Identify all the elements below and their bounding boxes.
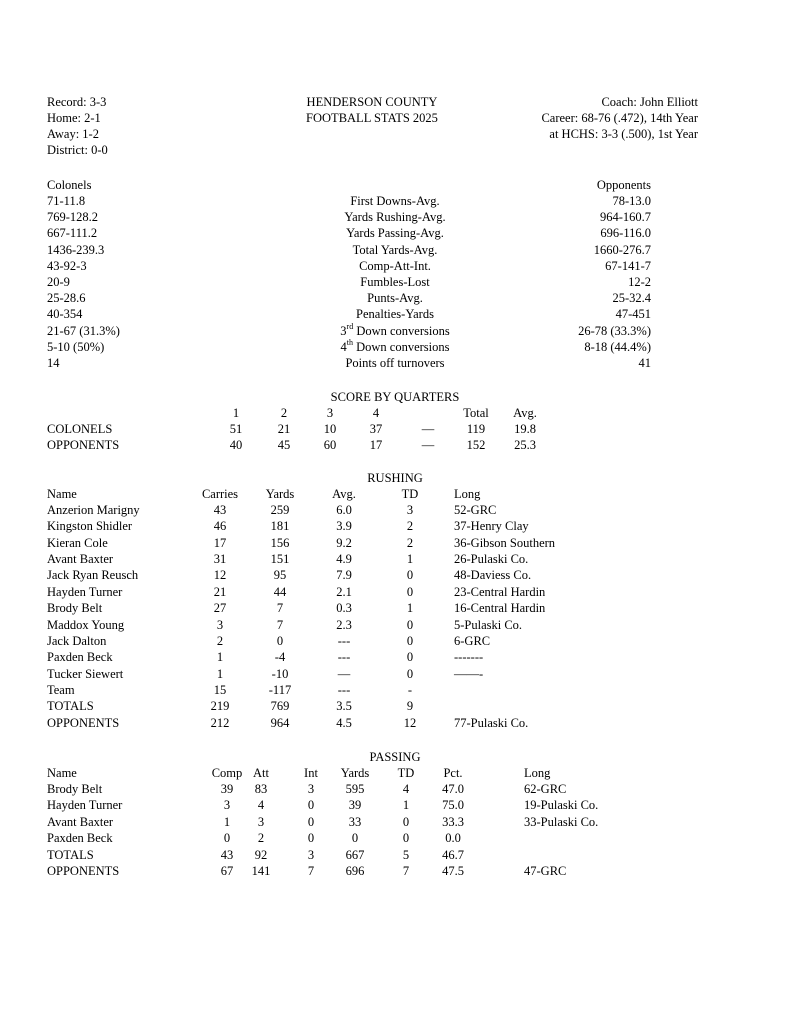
quarter-header: 3 bbox=[326, 406, 334, 420]
rush-name: Avant Baxter bbox=[47, 552, 114, 566]
pass-yards: 0 bbox=[351, 831, 359, 846]
colonels-value: 21-67 (31.3%) bbox=[47, 323, 120, 338]
pass-long: 33-Pulaski Co. bbox=[524, 814, 599, 829]
rush-carries: 27 bbox=[213, 601, 227, 616]
rush-name: Kieran Cole bbox=[47, 535, 108, 550]
pass-td: 4 bbox=[402, 782, 410, 796]
colonels-value: 20-9 bbox=[47, 275, 70, 289]
pass-yards: 667 bbox=[345, 847, 365, 862]
quarter-score: 17 bbox=[369, 438, 383, 453]
coach-hchs: at HCHS: 3-3 (.500), 1st Year bbox=[549, 127, 698, 141]
pass-name: Paxden Beck bbox=[47, 831, 113, 846]
rush-avg: 7.9 bbox=[336, 568, 352, 583]
opponents-value: 78-13.0 bbox=[612, 194, 651, 208]
rush-yards: 769 bbox=[270, 699, 290, 714]
pass-name: TOTALS bbox=[47, 847, 94, 862]
pass-pct: 46.7 bbox=[442, 847, 464, 862]
pass-att: 3 bbox=[257, 814, 265, 829]
rush-long: 26-Pulaski Co. bbox=[454, 552, 529, 566]
rush-name: Maddox Young bbox=[47, 617, 125, 632]
rush-yards: -10 bbox=[271, 666, 289, 681]
coach: Coach: John Elliott bbox=[601, 95, 698, 109]
opponents-value: 26-78 (33.3%) bbox=[578, 323, 651, 338]
stat-label: Points off turnovers bbox=[345, 356, 445, 370]
opponents-value: 8-18 (44.4%) bbox=[584, 339, 651, 354]
opponents-value: 25-32.4 bbox=[612, 291, 651, 306]
rush-avg: --- bbox=[337, 650, 351, 665]
stat-label: Total Yards-Avg. bbox=[352, 242, 438, 257]
pass-pct: 47.5 bbox=[442, 864, 464, 878]
stat-label-suffix: th bbox=[346, 337, 353, 347]
district-record: District: 0-0 bbox=[47, 143, 108, 157]
rush-yards: 259 bbox=[270, 503, 290, 517]
rush-avg: 3.9 bbox=[336, 519, 352, 534]
quarters-team: COLONELS bbox=[47, 422, 113, 436]
rush-long: 5-Pulaski Co. bbox=[454, 617, 523, 632]
pass-int: 3 bbox=[307, 847, 315, 862]
quarter-score: 10 bbox=[323, 422, 337, 436]
rush-name: Kingston Shidler bbox=[47, 519, 133, 534]
pass-att: 4 bbox=[257, 798, 265, 813]
pass-name: Avant Baxter bbox=[47, 814, 114, 829]
pass-int: 0 bbox=[307, 814, 315, 829]
colonels-value: 71-11.8 bbox=[47, 194, 86, 208]
rush-name: Hayden Turner bbox=[47, 584, 123, 599]
rushing-header: Name bbox=[47, 487, 77, 501]
passing-header: Att bbox=[253, 766, 269, 780]
pass-att: 2 bbox=[257, 831, 265, 846]
rush-carries: 2 bbox=[216, 633, 224, 648]
rush-name: Jack Dalton bbox=[47, 633, 107, 648]
quarter-score: 60 bbox=[323, 438, 337, 453]
rush-td: 9 bbox=[406, 699, 414, 714]
rush-avg: 3.5 bbox=[336, 699, 352, 714]
stat-label: First Downs-Avg. bbox=[350, 194, 440, 208]
pass-comp: 3 bbox=[223, 798, 231, 813]
colonels-value: 43-92-3 bbox=[47, 258, 87, 273]
rush-avg: 0.3 bbox=[336, 601, 352, 616]
colonels-value: 5-10 (50%) bbox=[47, 339, 105, 354]
stat-label-suffix: rd bbox=[346, 321, 354, 331]
pass-comp: 0 bbox=[223, 831, 231, 846]
quarter-header: 2 bbox=[280, 406, 288, 420]
rushing-header: Yards bbox=[265, 487, 295, 501]
rushing-header: TD bbox=[401, 487, 419, 501]
quarter-score: — bbox=[421, 438, 435, 453]
rushing-header: Carries bbox=[201, 487, 239, 501]
passing-header: Comp bbox=[211, 766, 243, 780]
rush-carries: 46 bbox=[213, 519, 227, 534]
stat-label: Penalties-Yards bbox=[356, 307, 434, 322]
quarter-score: 119 bbox=[466, 422, 486, 436]
quarter-score: — bbox=[421, 422, 435, 436]
quarter-score: 152 bbox=[466, 438, 486, 453]
rush-yards: -117 bbox=[268, 682, 292, 697]
quarter-score: 40 bbox=[229, 438, 243, 453]
pass-yards: 39 bbox=[348, 798, 362, 813]
quarter-score: 37 bbox=[369, 422, 383, 436]
rush-td: 0 bbox=[406, 650, 414, 665]
pass-pct: 33.3 bbox=[442, 814, 464, 829]
quarter-score: 51 bbox=[229, 422, 243, 436]
colonels-heading: Colonels bbox=[47, 178, 92, 192]
rush-carries: 15 bbox=[213, 682, 227, 697]
pass-pct: 47.0 bbox=[442, 782, 464, 796]
passing-title: PASSING bbox=[369, 750, 421, 764]
rush-name: Brody Belt bbox=[47, 601, 103, 616]
rush-td: 3 bbox=[406, 503, 414, 517]
passing-header: Name bbox=[47, 766, 77, 780]
rush-td: 1 bbox=[406, 552, 414, 566]
rush-long: 23-Central Hardin bbox=[454, 584, 546, 599]
rush-td: 12 bbox=[403, 715, 417, 730]
rush-avg: 2.3 bbox=[336, 617, 352, 632]
pass-pct: 0.0 bbox=[445, 831, 461, 846]
stat-label: Yards Passing-Avg. bbox=[346, 226, 444, 241]
stat-label: Comp-Att-Int. bbox=[359, 258, 431, 273]
colonels-value: 14 bbox=[47, 356, 60, 370]
rush-carries: 219 bbox=[210, 699, 230, 714]
pass-name: OPPONENTS bbox=[47, 864, 120, 878]
away-record: Away: 1-2 bbox=[47, 127, 99, 141]
colonels-value: 40-354 bbox=[47, 307, 83, 322]
pass-att: 92 bbox=[254, 847, 268, 862]
rush-carries: 212 bbox=[210, 715, 230, 730]
rush-td: 0 bbox=[406, 666, 414, 681]
rush-carries: 12 bbox=[213, 568, 227, 583]
rush-yards: 964 bbox=[270, 715, 290, 730]
quarter-header: Avg. bbox=[513, 406, 537, 420]
stat-label: Fumbles-Lost bbox=[360, 275, 430, 289]
rush-name: Tucker Siewert bbox=[47, 666, 124, 681]
stat-label-text: Down conversions bbox=[352, 339, 450, 354]
pass-comp: 43 bbox=[220, 847, 234, 862]
rushing-header: Long bbox=[454, 487, 481, 501]
rush-name: Team bbox=[47, 682, 75, 697]
pass-name: Brody Belt bbox=[47, 782, 103, 796]
rush-long: 77-Pulaski Co. bbox=[454, 715, 529, 730]
rush-long: 37-Henry Clay bbox=[454, 519, 529, 534]
rush-yards: 0 bbox=[276, 633, 284, 648]
rush-td: 1 bbox=[406, 601, 414, 616]
pass-yards: 33 bbox=[348, 814, 362, 829]
stat-label: Punts-Avg. bbox=[367, 291, 423, 306]
passing-header: TD bbox=[397, 766, 415, 780]
coach-career: Career: 68-76 (.472), 14th Year bbox=[541, 111, 698, 125]
home-record: Home: 2-1 bbox=[47, 111, 101, 125]
rush-name: OPPONENTS bbox=[47, 715, 120, 730]
quarter-score: 25.3 bbox=[514, 438, 536, 453]
rush-long: 16-Central Hardin bbox=[454, 601, 546, 616]
rush-carries: 3 bbox=[216, 617, 224, 632]
rush-name: Paxden Beck bbox=[47, 650, 113, 665]
opponents-value: 696-116.0 bbox=[600, 226, 651, 241]
rush-yards: -4 bbox=[274, 650, 286, 665]
rush-carries: 1 bbox=[216, 666, 224, 681]
rush-avg: --- bbox=[337, 633, 351, 648]
stat-label-text: Down conversions bbox=[353, 323, 450, 338]
rush-long: 36-Gibson Southern bbox=[454, 535, 556, 550]
pass-comp: 67 bbox=[220, 864, 234, 878]
opponents-value: 1660-276.7 bbox=[593, 242, 651, 257]
rush-td: - bbox=[407, 682, 413, 697]
pass-comp: 39 bbox=[220, 782, 234, 796]
pass-int: 7 bbox=[307, 864, 315, 878]
rush-carries: 43 bbox=[213, 503, 227, 517]
stat-label-number: 4 bbox=[340, 339, 347, 354]
rush-yards: 44 bbox=[273, 584, 287, 599]
rush-name: Jack Ryan Reusch bbox=[47, 568, 139, 583]
rush-avg: 6.0 bbox=[336, 503, 352, 517]
pass-yards: 696 bbox=[345, 864, 365, 878]
passing-header: Int bbox=[304, 766, 318, 780]
pass-td: 0 bbox=[402, 831, 410, 846]
rush-name: TOTALS bbox=[47, 699, 94, 714]
quarter-score: 21 bbox=[277, 422, 291, 436]
rush-yards: 156 bbox=[270, 535, 290, 550]
quarter-header: 1 bbox=[232, 406, 240, 420]
pass-long: 19-Pulaski Co. bbox=[524, 798, 599, 813]
quarters-team: OPPONENTS bbox=[47, 438, 120, 453]
opponents-value: 67-141-7 bbox=[605, 258, 651, 273]
rush-long: ------- bbox=[454, 650, 484, 665]
opponents-value: 12-2 bbox=[628, 275, 651, 289]
rush-avg: 4.9 bbox=[336, 552, 352, 566]
rush-td: 2 bbox=[406, 535, 414, 550]
colonels-value: 769-128.2 bbox=[47, 210, 99, 225]
rush-yards: 7 bbox=[276, 601, 284, 616]
pass-long: 62-GRC bbox=[524, 782, 567, 796]
pass-td: 5 bbox=[402, 847, 410, 862]
rush-carries: 17 bbox=[213, 535, 227, 550]
rush-avg: — bbox=[337, 666, 351, 681]
colonels-value: 1436-239.3 bbox=[47, 242, 105, 257]
colonels-value: 667-111.2 bbox=[47, 226, 98, 241]
pass-name: Hayden Turner bbox=[47, 798, 123, 813]
pass-int: 0 bbox=[307, 798, 315, 813]
pass-yards: 595 bbox=[345, 782, 365, 796]
rush-name: Anzerion Marigny bbox=[47, 503, 140, 517]
pass-td: 0 bbox=[402, 814, 410, 829]
pass-td: 7 bbox=[402, 864, 410, 878]
quarter-score: 19.8 bbox=[514, 422, 536, 436]
rush-avg: --- bbox=[337, 682, 351, 697]
pass-pct: 75.0 bbox=[442, 798, 464, 813]
rushing-header: Avg. bbox=[332, 487, 356, 501]
rush-long: 6-GRC bbox=[454, 633, 491, 648]
quarter-score: 45 bbox=[277, 438, 291, 453]
passing-header: Pct. bbox=[443, 766, 463, 780]
rush-carries: 31 bbox=[213, 552, 227, 566]
passing-header: Long bbox=[524, 766, 551, 780]
rush-yards: 95 bbox=[273, 568, 287, 583]
opponents-value: 41 bbox=[638, 356, 651, 370]
quarter-header: 4 bbox=[372, 406, 380, 420]
rush-td: 0 bbox=[406, 633, 414, 648]
record: Record: 3-3 bbox=[47, 95, 107, 109]
rush-avg: 2.1 bbox=[336, 584, 352, 599]
title-stats: FOOTBALL STATS 2025 bbox=[306, 111, 438, 125]
opponents-value: 47-451 bbox=[615, 307, 651, 322]
opponents-value: 964-160.7 bbox=[599, 210, 651, 225]
rush-long: ——- bbox=[454, 666, 484, 681]
rush-yards: 151 bbox=[270, 552, 290, 566]
quarters-title: SCORE BY QUARTERS bbox=[330, 390, 460, 404]
rush-td: 0 bbox=[406, 568, 414, 583]
rush-long: 52-GRC bbox=[454, 503, 497, 517]
pass-att: 83 bbox=[254, 782, 268, 796]
rush-carries: 1 bbox=[216, 650, 224, 665]
pass-att: 141 bbox=[251, 864, 271, 878]
rush-avg: 4.5 bbox=[336, 715, 352, 730]
stat-label-number: 3 bbox=[340, 323, 347, 338]
pass-int: 3 bbox=[307, 782, 315, 796]
rushing-title: RUSHING bbox=[367, 471, 423, 485]
pass-comp: 1 bbox=[223, 814, 231, 829]
rush-td: 2 bbox=[406, 519, 414, 534]
quarter-header: Total bbox=[463, 406, 489, 420]
rush-carries: 21 bbox=[213, 584, 227, 599]
stat-label: Yards Rushing-Avg. bbox=[344, 210, 446, 225]
colonels-value: 25-28.6 bbox=[47, 291, 86, 306]
pass-td: 1 bbox=[402, 798, 410, 813]
pass-long: 47-GRC bbox=[524, 864, 567, 878]
rush-td: 0 bbox=[406, 584, 414, 599]
rush-td: 0 bbox=[406, 617, 414, 632]
opponents-heading: Opponents bbox=[596, 178, 651, 192]
pass-int: 0 bbox=[307, 831, 315, 846]
rush-yards: 181 bbox=[270, 519, 290, 534]
rush-avg: 9.2 bbox=[336, 535, 352, 550]
rush-long: 48-Daviess Co. bbox=[454, 568, 532, 583]
rush-yards: 7 bbox=[276, 617, 284, 632]
passing-header: Yards bbox=[340, 766, 370, 780]
title-school: HENDERSON COUNTY bbox=[306, 95, 438, 109]
